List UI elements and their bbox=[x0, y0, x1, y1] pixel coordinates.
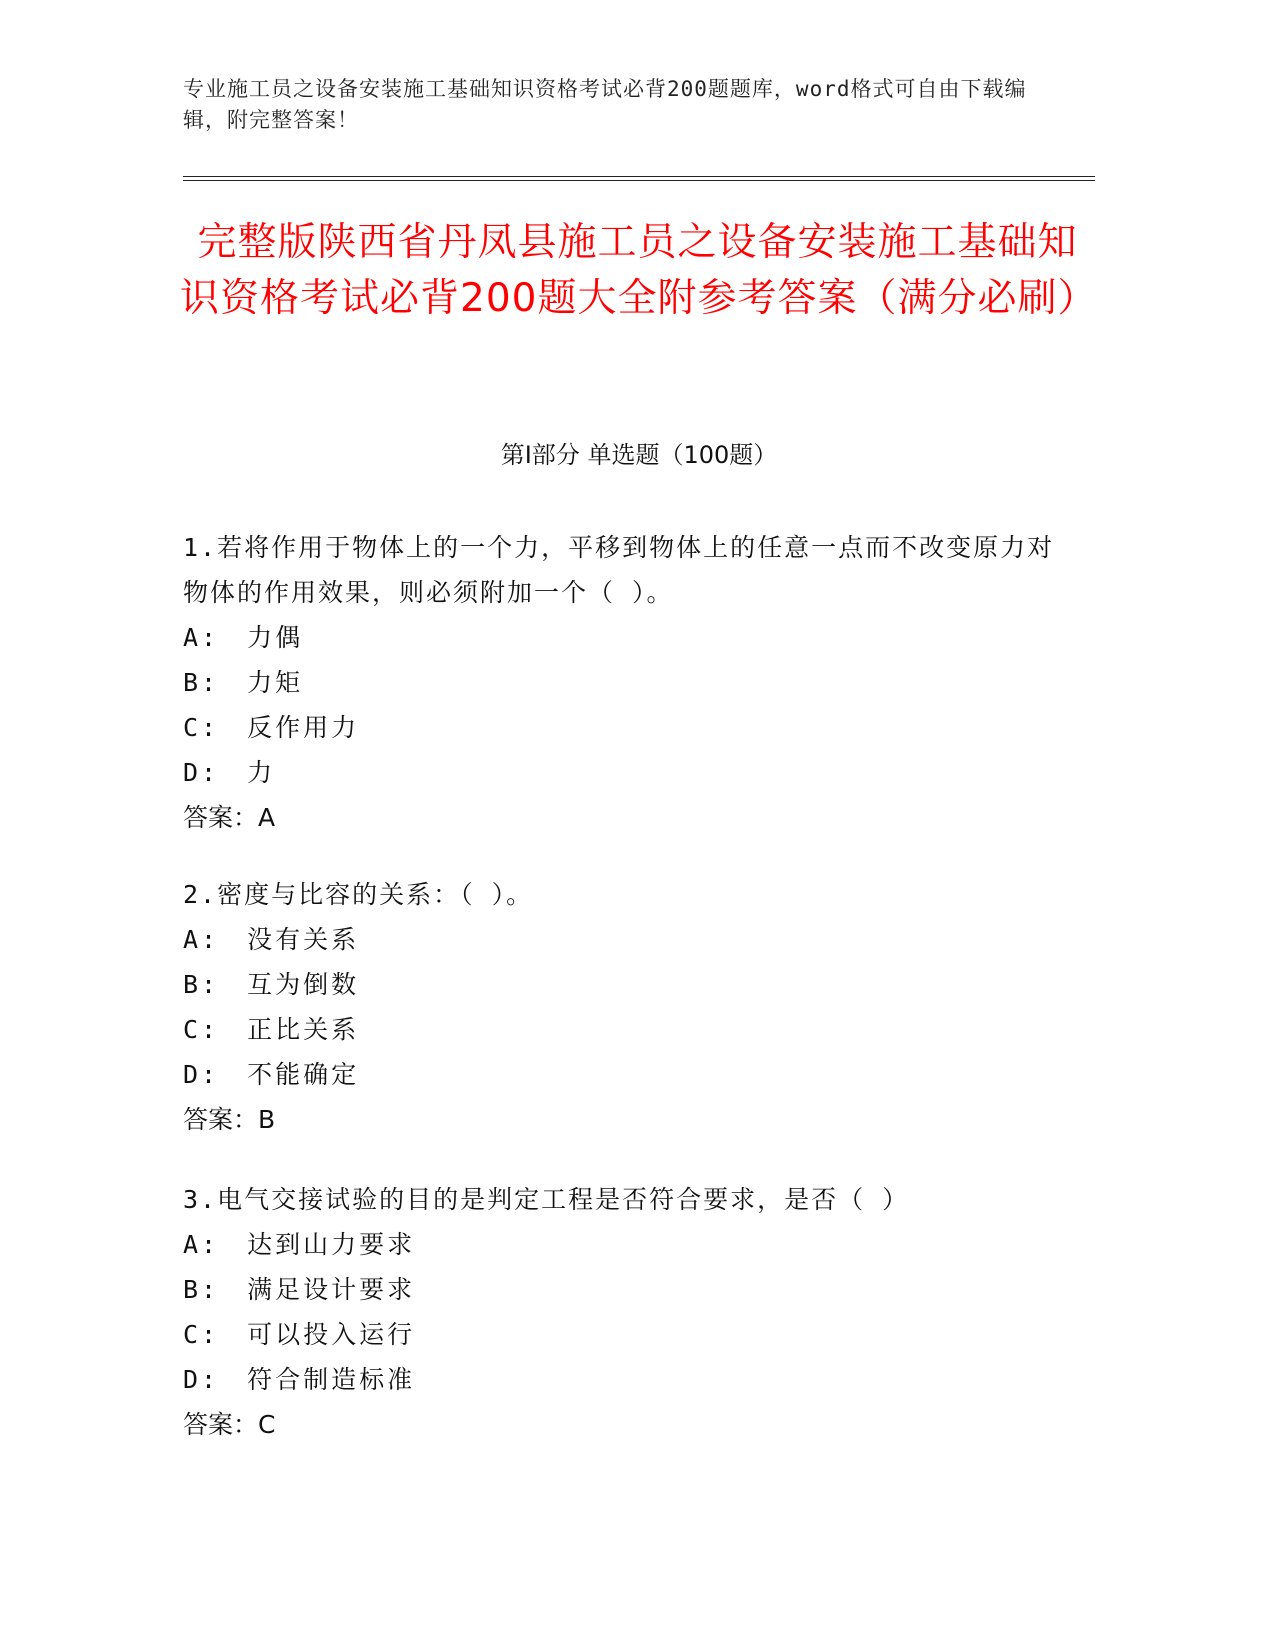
question-2 bbox=[183, 872, 1063, 1142]
answer-line: 答案：A bbox=[183, 803, 276, 832]
answer-line: 答案：B bbox=[183, 1105, 276, 1134]
answer-line: 答案：C bbox=[183, 1410, 276, 1439]
option-d: D: 符合制造标准 bbox=[183, 1365, 416, 1394]
option-c: C: 可以投入运行 bbox=[183, 1320, 416, 1349]
option-c: C: 反作用力 bbox=[183, 713, 360, 742]
option-d: D: 力 bbox=[183, 758, 276, 787]
section-heading: 第Ⅰ部分 单选题（100题） bbox=[500, 441, 778, 469]
question-stem: 3.电气交接试验的目的是判定工程是否符合要求，是否（ ） bbox=[183, 1185, 910, 1214]
question-1 bbox=[183, 525, 1063, 840]
question-stem: 1.若将作用于物体上的一个力，平移到物体上的任意一点而不改变原力对物体的作用效果，则必须附加一个（ ）。 bbox=[183, 533, 1055, 607]
option-d: D: 不能确定 bbox=[183, 1060, 360, 1089]
option-a: A: 力偶 bbox=[183, 623, 304, 652]
option-a: A: 达到山力要求 bbox=[183, 1230, 416, 1259]
header-note: 专业施工员之设备安装施工基础知识资格考试必背200题题库，word格式可自由下载编辑，附完整答案！ bbox=[183, 77, 1027, 132]
document-title: 完整版陕西省丹凤县施工员之设备安装施工基础知识资格考试必背200题大全附参考答案（满分必刷） bbox=[180, 220, 1098, 321]
header-divider-bottom bbox=[183, 180, 1095, 181]
option-b: B: 互为倒数 bbox=[183, 970, 360, 999]
option-b: B: 力矩 bbox=[183, 668, 304, 697]
question-3 bbox=[183, 1177, 1063, 1447]
option-a: A: 没有关系 bbox=[183, 925, 360, 954]
option-c: C: 正比关系 bbox=[183, 1015, 360, 1044]
header-divider-top bbox=[183, 176, 1095, 177]
option-b: B: 满足设计要求 bbox=[183, 1275, 416, 1304]
question-stem: 2.密度与比容的关系：（ ）。 bbox=[183, 880, 534, 909]
